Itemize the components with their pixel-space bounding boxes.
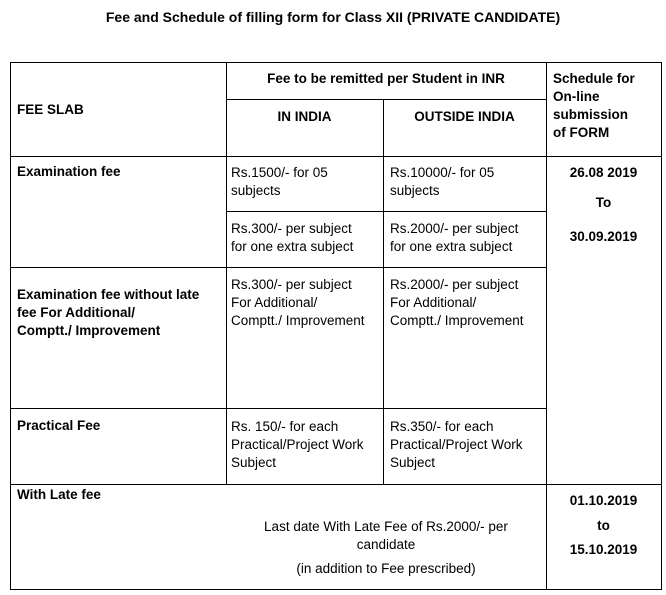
header-bottom-line <box>10 156 662 157</box>
row-label-examination-fee: Examination fee <box>17 164 121 179</box>
row-divider-1 <box>10 267 546 268</box>
header-fee-remitted: Fee to be remitted per Student in INR <box>267 71 505 86</box>
table-border-top <box>10 62 662 63</box>
header-fee-slab: FEE SLAB <box>17 102 84 117</box>
exam-fee-outside-05-subjects: Rs.10000/- for 05 subjects <box>390 165 495 198</box>
late-fee-text: Last date With Late Fee of Rs.2000/- per candidate <box>264 519 508 552</box>
additional-fee-outside: Rs.2000/- per subject For Additional/ Comptt./ Improvement <box>390 277 524 328</box>
practical-fee-outside: Rs.350/- for each Practical/Project Work Subject <box>390 419 523 470</box>
row-label-practical-fee: Practical Fee <box>17 418 101 433</box>
late-fee-note: (in addition to Fee prescribed) <box>296 561 476 576</box>
exam-fee-india-extra-subject: Rs.300/- per subject for one extra subject <box>231 221 354 254</box>
row-label-without-late-fee: Examination fee without late fee For Additional/ Comptt./ Improvement <box>17 287 200 338</box>
schedule-to-word: To <box>595 195 612 210</box>
practical-fee-india: Rs. 150/- for each Practical/Project Work Subject <box>231 419 364 470</box>
header-divider <box>226 99 546 100</box>
table-border-left <box>10 62 11 590</box>
late-schedule-from-date: 01.10.2019 <box>569 493 638 508</box>
schedule-from-date: 26.08 2019 <box>569 165 638 180</box>
late-schedule-to-date: 15.10.2019 <box>569 542 638 557</box>
col-divider-2 <box>383 99 384 485</box>
table-border-right <box>661 62 662 590</box>
row-divider-2 <box>10 408 546 409</box>
header-schedule: Schedule for On-line submission of FORM <box>553 71 635 140</box>
exam-fee-divider <box>226 211 546 212</box>
exam-fee-outside-extra-subject: Rs.2000/- per subject for one extra subject <box>390 221 519 254</box>
exam-fee-india-05-subjects: Rs.1500/- for 05 subjects <box>231 165 328 198</box>
header-in-india: IN INDIA <box>277 109 332 124</box>
header-outside-india: OUTSIDE INDIA <box>414 109 515 124</box>
table-border-bottom <box>10 589 662 590</box>
col-divider-3 <box>546 62 547 590</box>
schedule-to-date: 30.09.2019 <box>569 229 638 244</box>
late-schedule-to-word: to <box>597 518 610 533</box>
page-title: Fee and Schedule of filling form for Class XII (PRIVATE CANDIDATE) <box>105 9 561 25</box>
row-divider-3 <box>10 484 662 485</box>
row-label-with-late-fee: With Late fee <box>17 487 101 502</box>
additional-fee-india: Rs.300/- per subject For Additional/ Comptt./ Improvement <box>231 277 365 328</box>
